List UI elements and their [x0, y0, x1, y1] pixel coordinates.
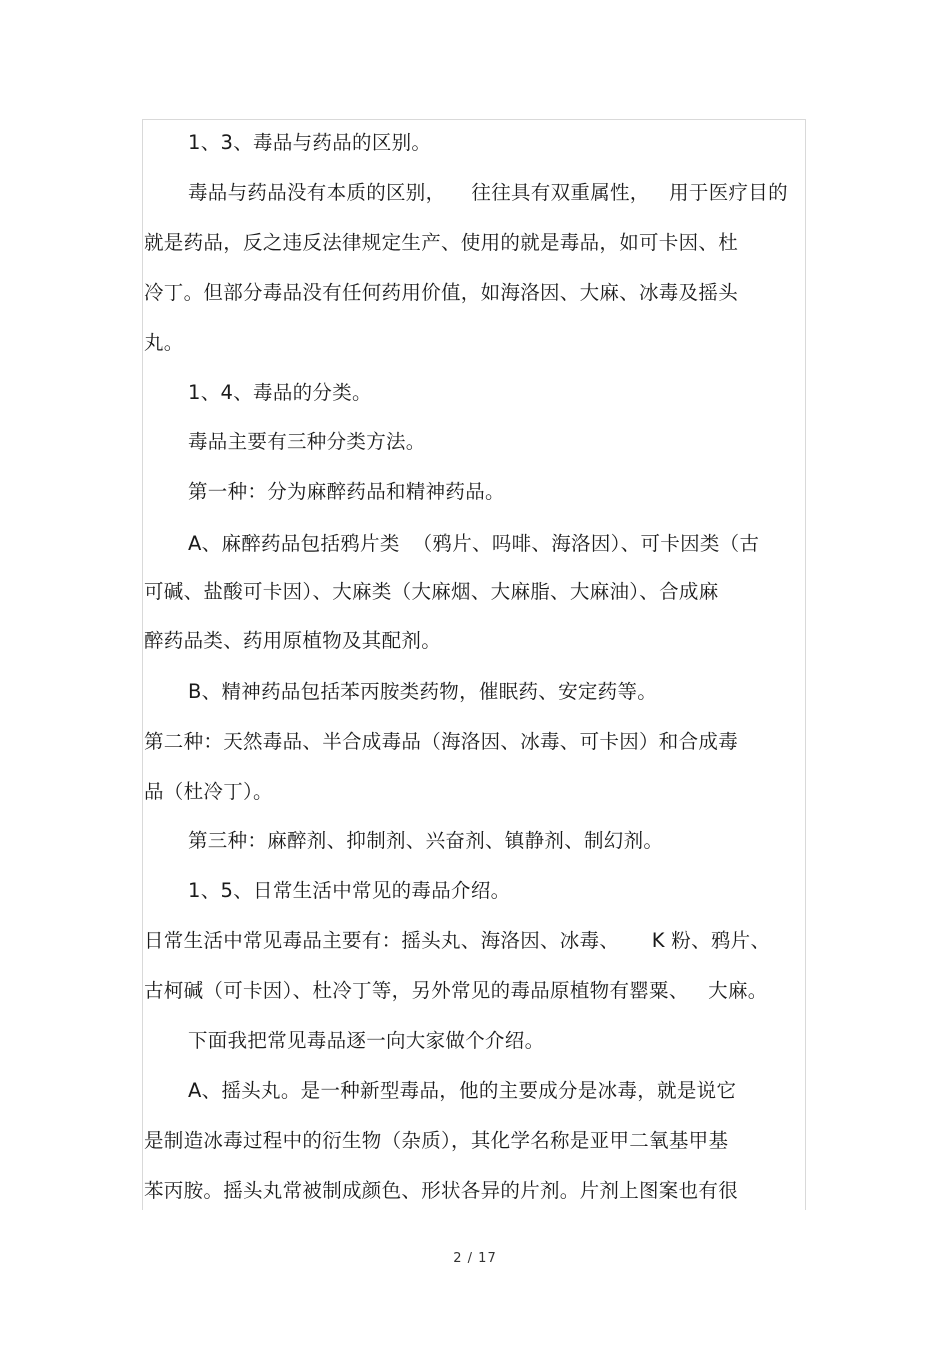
paragraph-line: 第二种：天然毒品、半合成毒品（海洛因、冰毒、可卡因）和合成毒: [144, 730, 739, 753]
section-heading-1-4: 1、4、毒品的分类。: [188, 381, 372, 404]
paragraph-line: 是制造冰毒过程中的衍生物（杂质），其化学名称是亚甲二氧基甲基: [144, 1129, 729, 1152]
paragraph-line: 日常生活中常见毒品主要有：摇头丸、海洛因、冰毒、 K 粉、鸦片、: [144, 929, 771, 952]
paragraph-line: 可碱、盐酸可卡因）、大麻类（大麻烟、大麻脂、大麻油）、合成麻: [144, 580, 719, 603]
paragraph-line: 第一种：分为麻醉药品和精神药品。: [188, 480, 505, 503]
paragraph-line: 冷丁。但部分毒品没有任何药用价值，如海洛因、大麻、冰毒及摇头: [144, 281, 739, 304]
paragraph-line: 品（杜冷丁）。: [144, 780, 273, 803]
section-heading-1-3: 1、3、毒品与药品的区别。: [188, 131, 432, 154]
paragraph-line: 醉药品类、药用原植物及其配剂。: [144, 629, 442, 652]
paragraph-line: 毒品主要有三种分类方法。: [188, 430, 426, 453]
paragraph-line: 下面我把常见毒品逐一向大家做个介绍。: [188, 1029, 545, 1052]
paragraph-line: 毒品与药品没有本质的区别， 往往具有双重属性， 用于医疗目的: [188, 181, 788, 204]
paragraph-line: 第三种：麻醉剂、抑制剂、兴奋剂、镇静剂、制幻剂。: [188, 829, 664, 852]
paragraph-line: A、麻醉药品包括鸦片类 （鸦片、吗啡、海洛因）、可卡因类（古: [188, 532, 760, 555]
paragraph-line: B、精神药品包括苯丙胺类药物，催眠药、安定药等。: [188, 680, 658, 703]
paragraph-line: 苯丙胺。摇头丸常被制成颜色、形状各异的片剂。片剂上图案也有很: [144, 1179, 739, 1202]
page-number: 2 / 17: [453, 1251, 497, 1266]
paragraph-line: 古柯碱（可卡因）、杜冷丁等，另外常见的毒品原植物有罂粟、 大麻。: [144, 979, 768, 1002]
paragraph-line: 就是药品，反之违反法律规定生产、使用的就是毒品，如可卡因、杜: [144, 231, 739, 254]
paragraph-line: 丸。: [144, 331, 184, 354]
section-heading-1-5: 1、5、日常生活中常见的毒品介绍。: [188, 879, 511, 902]
paragraph-line: A、摇头丸。是一种新型毒品，他的主要成分是冰毒，就是说它: [188, 1079, 737, 1102]
